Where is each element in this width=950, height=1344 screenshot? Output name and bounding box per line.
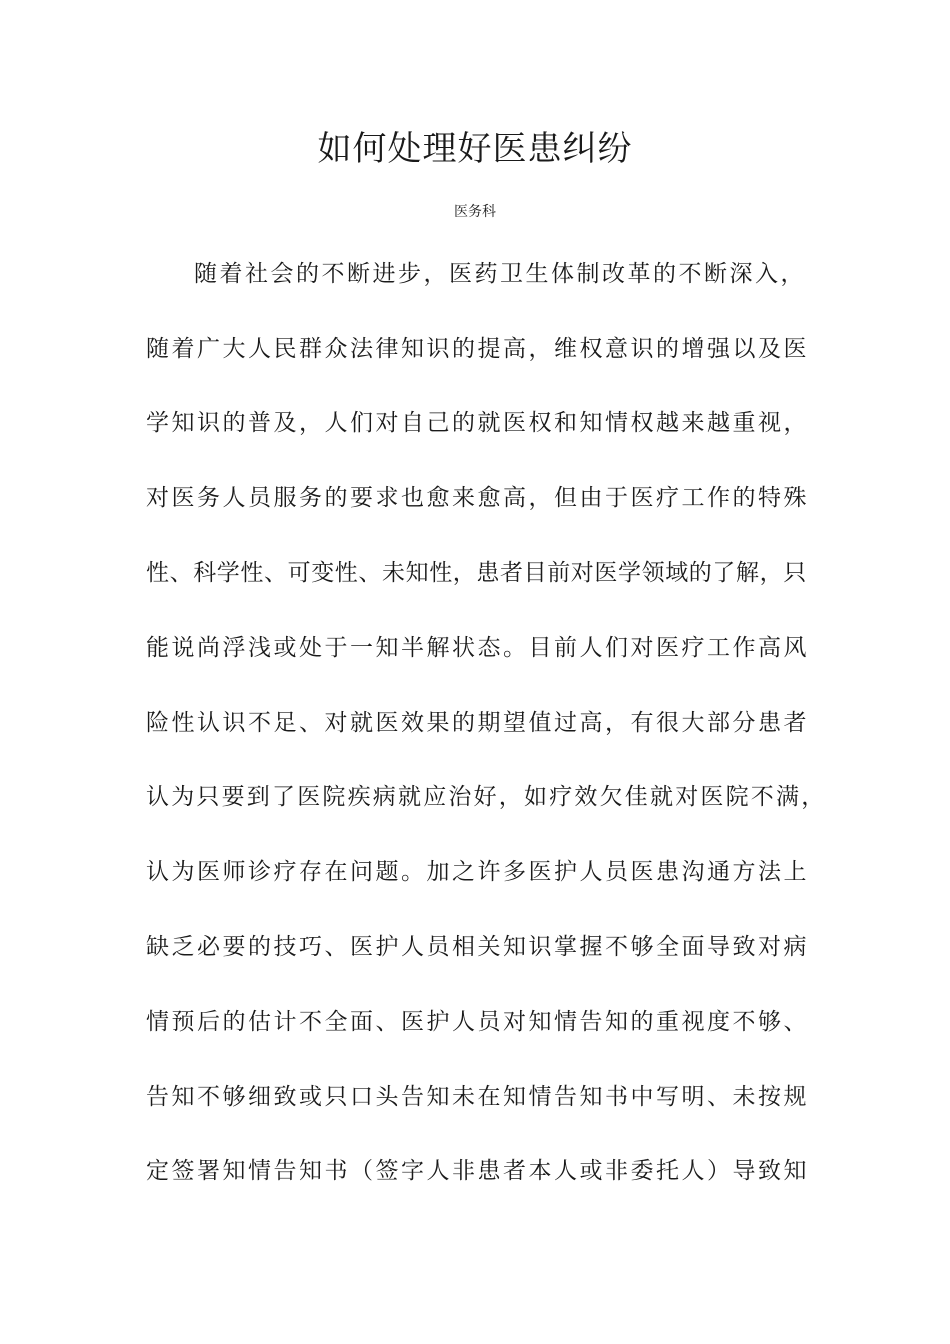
paragraph-line: 认为只要到了医院疾病就应治好，如疗效欠佳就对医院不满， [146,784,827,810]
paragraph-line: 认为医师诊疗存在问题。加之许多医护人员医患沟通方法上 [146,859,809,885]
paragraph-line: 学知识的普及，人们对自己的就医权和知情权越来越重视， [146,410,809,436]
document-author: 医务科 [454,204,496,220]
paragraph-line: 缺乏必要的技巧、医护人员相关知识掌握不够全面导致对病 [146,934,809,960]
document-title: 如何处理好医患纠纷 [317,129,633,169]
paragraph-line: 告知不够细致或只口头告知未在知情告知书中写明、未按规 [146,1084,809,1110]
paragraph-line: 性、科学性、可变性、未知性，患者目前对医学领域的了解，只 [146,560,807,586]
paragraph-line: 情预后的估计不全面、医护人员对知情告知的重视度不够、 [146,1009,809,1035]
paragraph-line: 随着社会的不断进步，医药卫生体制改革的不断深入， [194,261,806,287]
paragraph-line: 能说尚浮浅或处于一知半解状态。目前人们对医疗工作高风 [146,635,809,661]
paragraph-line: 险性认识不足、对就医效果的期望值过高，有很大部分患者 [146,710,809,736]
paragraph-line: 对医务人员服务的要求也愈来愈高，但由于医疗工作的特殊 [146,485,809,511]
paragraph-line: 随着广大人民群众法律知识的提高，维权意识的增强以及医 [146,336,809,362]
paragraph-line: 定签署知情告知书（签字人非患者本人或非委托人）导致知 [146,1158,809,1184]
